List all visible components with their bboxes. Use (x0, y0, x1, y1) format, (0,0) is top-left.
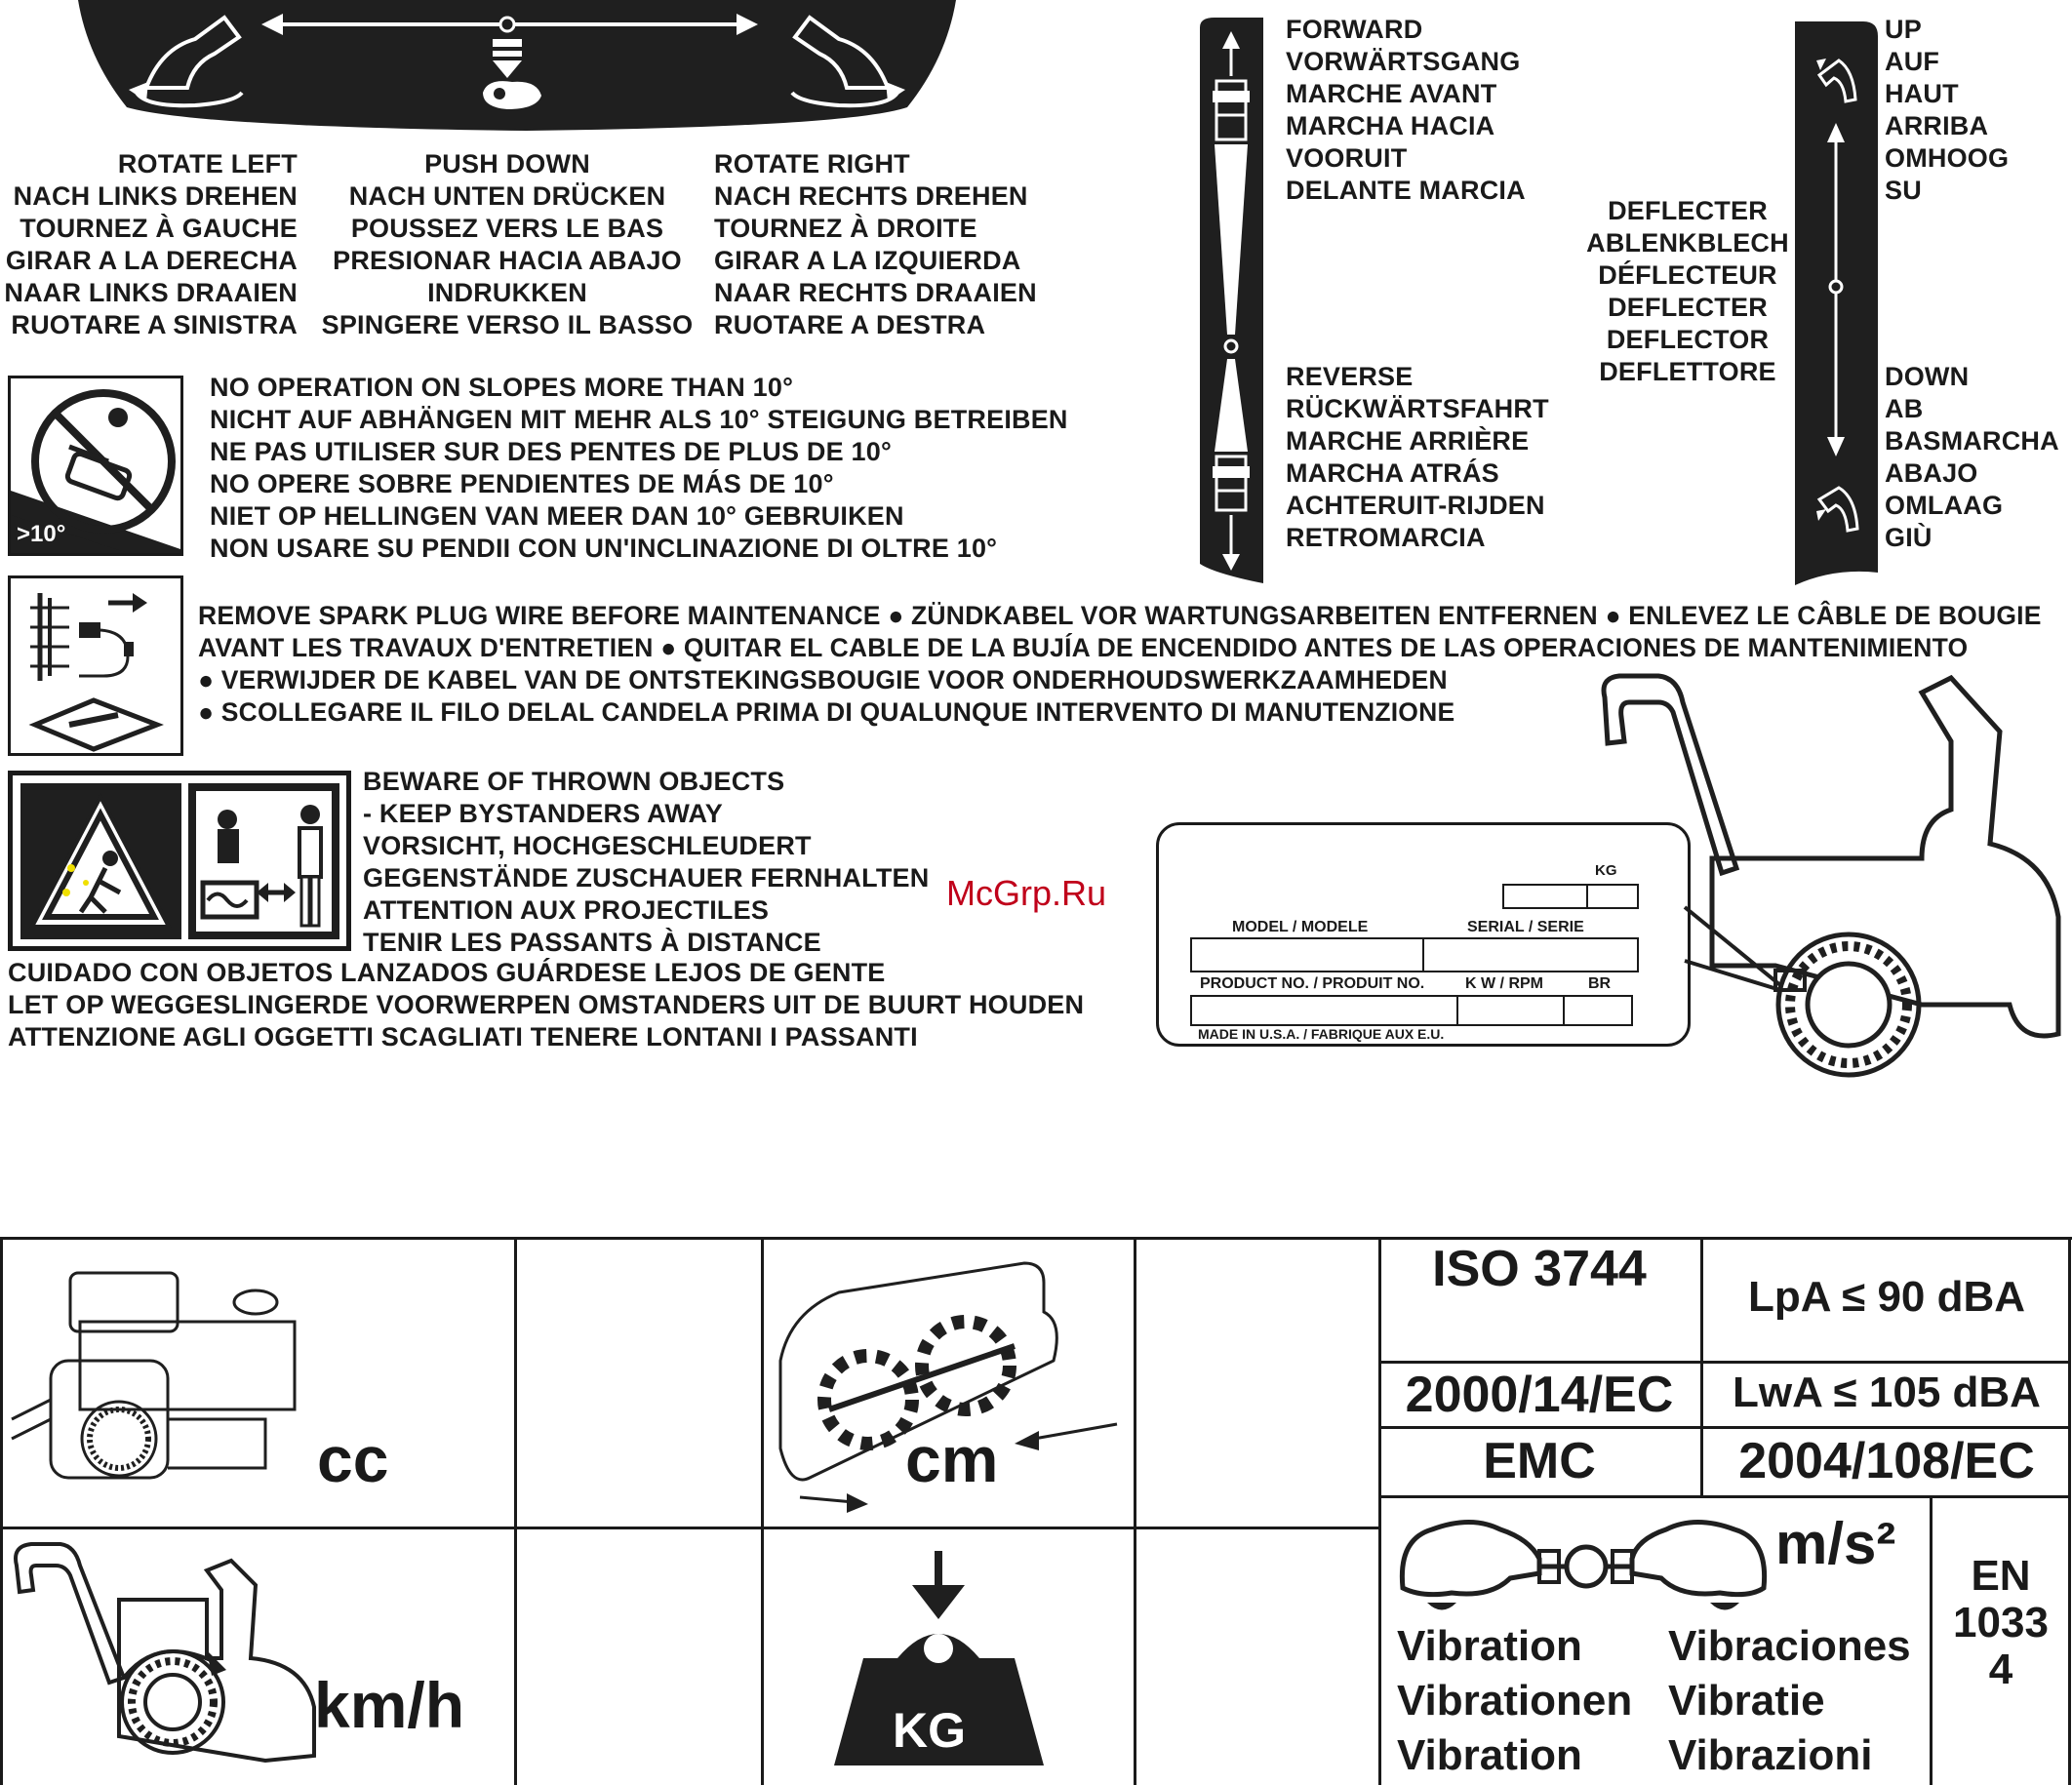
iso-standard: ISO 3744 (1432, 1241, 1647, 1297)
spark-plug-line: AVANT LES TRAVAUX D'ENTRETIEN ● QUITAR EL CABLE DE LA BUJÍA DE ENCENDIDO ANTES DE LAS OPERACIONES DE MANTENIMIENTO (198, 633, 1969, 662)
nameplate-pointer (1683, 892, 1790, 990)
rotate-left-line: GIRAR A LA DERECHA (5, 246, 298, 275)
deflector-down-labels (1885, 361, 2059, 554)
up-label: SU (1885, 176, 1922, 205)
en-standard-line: 4 (1988, 1646, 2013, 1693)
thrown-objects-icon (8, 771, 351, 951)
forward-label: VOORUIT (1286, 143, 1408, 173)
reverse-label: ACHTERUIT-RIJDEN (1286, 491, 1545, 520)
deflector-name: DEFLECTOR (1606, 325, 1770, 354)
sound-power-level: LwA ≤ 105 dBA (1733, 1368, 2041, 1416)
slope-warning-line: NE PAS UTILISER SUR DES PENTES DE PLUS DE 10° (210, 437, 892, 466)
up-label: OMHOOG (1885, 143, 2010, 173)
nameplate-serial-label: SERIAL / SERIE (1467, 919, 1584, 935)
speed-illustration (12, 1541, 324, 1765)
divider (514, 1237, 517, 1785)
thrown-objects-line: TENIR LES PASSANTS À DISTANCE (363, 928, 821, 957)
rotate-right-line: NACH RECHTS DREHEN (714, 181, 1028, 211)
sound-pressure-level: LpA ≤ 90 dBA (1747, 1273, 2026, 1321)
slope-warning-line: NON USARE SU PENDII CON UN'INCLINAZIONE DI OLTRE 10° (210, 534, 998, 563)
en-standard (1933, 1553, 2069, 1693)
push-down-text (312, 148, 702, 341)
hand-vibration-icon (1393, 1510, 1773, 1627)
forward-label: DELANTE MARCIA (1286, 176, 1526, 205)
push-down-title: PUSH DOWN (424, 149, 590, 178)
down-label: GIÙ (1885, 523, 1933, 552)
push-down-line: SPINGERE VERSO IL BASSO (321, 310, 694, 339)
forward-label: MARCHA HACIA (1286, 111, 1495, 140)
divider (0, 1527, 1380, 1529)
reverse-label: REVERSE (1286, 362, 1414, 391)
spark-plug-line: ● SCOLLEGARE IL FILO DELAL CANDELA PRIMA DI QUALUNQUE INTERVENTO DI MANUTENZIONE (198, 697, 1455, 727)
down-label: ABAJO (1885, 458, 1978, 488)
up-label: HAUT (1885, 79, 1959, 108)
rotate-right-line: GIRAR A LA IZQUIERDA (714, 246, 1021, 275)
speed-control-bar (1195, 18, 1268, 583)
push-down-line: INDRUKKEN (427, 278, 587, 307)
vibration-label: Vibratie (1668, 1677, 1825, 1725)
nameplate-kw-label: K W / RPM (1465, 975, 1543, 992)
nameplate-product-label: PRODUCT NO. / PRODUIT NO. (1200, 975, 1425, 992)
vibration-label: Vibration (1397, 1731, 1582, 1779)
slope-warning-text (210, 372, 1068, 565)
reverse-label: MARCHE ARRIÈRE (1286, 426, 1530, 456)
speed-unit: km/h (314, 1669, 465, 1741)
reverse-label: RÜCKWÄRTSFAHRT (1286, 394, 1549, 423)
thrown-objects-text (363, 766, 929, 959)
reverse-label: MARCHA ATRÁS (1286, 458, 1499, 488)
nameplate-kg-field (1502, 884, 1639, 909)
vibration-label: Vibration (1397, 1622, 1582, 1670)
thrown-objects-line: ATTENTION AUX PROJECTILES (363, 895, 770, 925)
thrown-objects-line: VORSICHT, HOCHGESCHLEUDERT (363, 831, 812, 860)
down-label: AB (1885, 394, 1924, 423)
vibration-unit: m/s² (1775, 1511, 1896, 1576)
rotate-left-line: NAAR LINKS DRAAIEN (4, 278, 298, 307)
deflector-name: DEFLECTER (1608, 196, 1768, 225)
thrown-objects-wide-line: ATTENZIONE AGLI OGGETTI SCAGLIATI TENERE LONTANI I PASSANTI (8, 1022, 918, 1051)
reverse-labels (1286, 361, 1549, 554)
thrown-objects-wide-text (8, 957, 1084, 1053)
spark-plug-line: ● VERWIJDER DE KABEL VAN DE ONTSTEKINGSBOUGIE VOOR ONDERHOUDSWERKZAAMHEDEN (198, 665, 1448, 694)
divider (1456, 995, 1458, 1026)
rotate-left-line: TOURNEZ À GAUCHE (20, 214, 298, 243)
vibration-labels-col1 (1397, 1619, 1632, 1783)
divider (1378, 1237, 1381, 1785)
rotate-left-text (0, 148, 298, 341)
spark-plug-warning-icon (8, 575, 183, 756)
push-down-line: POUSSEZ VERS LE BAS (350, 214, 664, 243)
push-down-line: NACH UNTEN DRÜCKEN (348, 181, 666, 211)
watermark: McGrp.Ru (946, 873, 1107, 913)
slope-warning-line: NO OPERATION ON SLOPES MORE THAN 10° (210, 373, 794, 402)
slope-warning-icon (8, 376, 183, 556)
divider (761, 1237, 764, 1785)
deflector-name: ABLENKBLECH (1586, 228, 1789, 258)
deflector-names (1571, 195, 1805, 388)
en-standard-line: 1033 (1953, 1599, 2049, 1646)
vibration-label: Vibraciones (1668, 1622, 1911, 1670)
divider (1422, 937, 1424, 972)
forward-label: FORWARD (1286, 15, 1423, 44)
reverse-label: RETROMARCIA (1286, 523, 1486, 552)
slope-warning-line: NO OPERE SOBRE PENDIENTES DE MÁS DE 10° (210, 469, 834, 498)
en-standard-line: EN (1971, 1552, 2031, 1600)
slope-warning-line: NICHT AUF ABHÄNGEN MIT MEHR ALS 10° STEIGUNG BETREIBEN (210, 405, 1068, 434)
chute-rotation-banner (78, 0, 956, 132)
slope-icon-label: >10° (17, 521, 66, 547)
thrown-objects-line: GEGENSTÄNDE ZUSCHAUER FERNHALTEN (363, 863, 930, 892)
deflector-bar (1795, 21, 1878, 585)
divider (1586, 884, 1588, 909)
nameplate-kg-label: KG (1595, 862, 1617, 879)
nameplate (1156, 822, 1691, 1047)
rotate-right-title: ROTATE RIGHT (714, 149, 910, 178)
nameplate-model-field (1190, 937, 1639, 972)
up-label: AUF (1885, 47, 1940, 76)
rotate-left-line: RUOTARE A SINISTRA (11, 310, 298, 339)
emc-directive: 2004/108/EC (1738, 1433, 2035, 1489)
down-label: OMLAAG (1885, 491, 2004, 520)
rotate-left-title: ROTATE LEFT (117, 149, 298, 178)
engine-illustration (12, 1253, 324, 1488)
down-label: DOWN (1885, 362, 1970, 391)
slope-warning-line: NIET OP HELLINGEN VAN MEER DAN 10° GEBRUIKEN (210, 501, 904, 531)
push-down-line: PRESIONAR HACIA ABAJO (333, 246, 682, 275)
down-label: BASMARCHA (1885, 426, 2059, 456)
nameplate-product-field (1190, 995, 1633, 1026)
rotate-right-text (714, 148, 1065, 341)
thrown-objects-line: BEWARE OF THROWN OBJECTS (363, 767, 785, 796)
nameplate-br-label: BR (1588, 975, 1612, 992)
divider (1378, 1495, 2071, 1498)
vibration-label: Vibrationen (1397, 1677, 1633, 1725)
nameplate-made-in: MADE IN U.S.A. / FABRIQUE AUX E.U. (1198, 1026, 1445, 1042)
nameplate-model-label: MODEL / MODELE (1232, 919, 1369, 935)
deflector-name: DEFLETTORE (1599, 357, 1776, 386)
rotate-left-line: NACH LINKS DREHEN (13, 181, 298, 211)
rotate-right-line: NAAR RECHTS DRAAIEN (714, 278, 1037, 307)
deflector-name: DÉFLECTEUR (1598, 260, 1777, 290)
up-label: UP (1885, 15, 1922, 44)
vibration-label: Vibrazioni (1668, 1731, 1873, 1779)
thrown-objects-line: - KEEP BYSTANDERS AWAY (363, 799, 723, 828)
divider (1563, 995, 1565, 1026)
rotate-right-line: TOURNEZ À DROITE (714, 214, 977, 243)
deflector-name: DEFLECTER (1608, 293, 1768, 322)
spark-plug-line: REMOVE SPARK PLUG WIRE BEFORE MAINTENANCE ● ZÜNDKABEL VOR WARTUNGSARBEITEN ENTFERNEN ● ENLEVEZ LE CÂBLE DE BOUGIE (198, 601, 2042, 630)
forward-label: VORWÄRTSGANG (1286, 47, 1521, 76)
width-unit: cm (905, 1423, 999, 1495)
rotate-right-line: RUOTARE A DESTRA (714, 310, 986, 339)
deflector-up-labels (1885, 14, 2009, 207)
divider (1378, 1361, 2071, 1364)
thrown-objects-wide-line: CUIDADO CON OBJETOS LANZADOS GUÁRDESE LEJOS DE GENTE (8, 958, 886, 987)
noise-directive: 2000/14/EC (1405, 1367, 1674, 1423)
up-label: ARRIBA (1885, 111, 1989, 140)
displacement-unit: cc (317, 1423, 389, 1495)
forward-labels (1286, 14, 1526, 207)
emc-label: EMC (1483, 1433, 1596, 1489)
forward-label: MARCHE AVANT (1286, 79, 1497, 108)
thrown-objects-wide-line: LET OP WEGGESLINGERDE VOORWERPEN OMSTANDERS UIT DE BUURT HOUDEN (8, 990, 1085, 1019)
weight-unit: KG (893, 1703, 966, 1758)
vibration-labels-col2 (1668, 1619, 1911, 1783)
divider (1378, 1426, 2071, 1429)
